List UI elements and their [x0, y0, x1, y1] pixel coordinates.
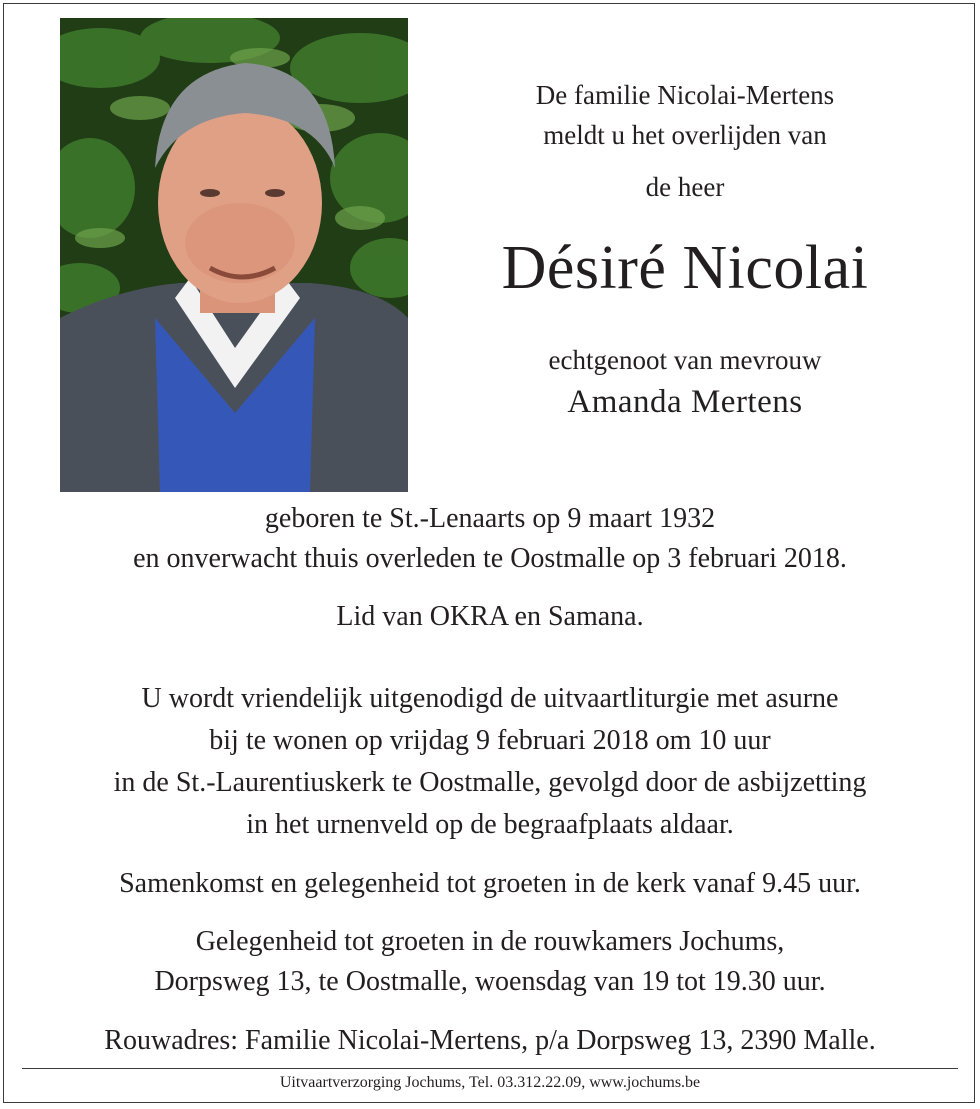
undertaker-footer: Uitvaartverzorging Jochums, Tel. 03.312.22.09, www.jochums.be	[279, 1074, 701, 1091]
spouse-name: Amanda Mertens	[567, 384, 803, 420]
announcement-line: meldt u het overlijden van	[543, 120, 827, 150]
spouse-label: echtgenoot van mevrouw	[548, 345, 822, 375]
deceased-name: Désiré Nicolai	[501, 234, 869, 302]
mourning-address: Rouwadres: Familie Nicolai-Mertens, p/a Dorpsweg 13, 2390 Malle.	[104, 1025, 876, 1056]
family-announcement: De familie Nicolai-Mertens	[535, 80, 835, 110]
death-info: en onverwacht thuis overleden te Oostmalle op 3 februari 2018.	[133, 543, 847, 574]
viewing-info-line: Dorpsweg 13, te Oostmalle, woensdag van 19 tot 19.30 uur.	[154, 966, 826, 997]
portrait-illustration	[60, 18, 408, 492]
portrait-photo	[60, 18, 408, 492]
funeral-invite-line: in het urnenveld op de begraafplaats aldaar.	[246, 809, 734, 840]
viewing-info-line: Gelegenheid tot groeten in de rouwkamers Jochums,	[195, 926, 785, 957]
funeral-invite-line: U wordt vriendelijk uitgenodigd de uitvaartliturgie met asurne	[141, 683, 839, 714]
honorific: de heer	[645, 172, 725, 202]
funeral-invite-line: in de St.-Laurentiuskerk te Oostmalle, gevolgd door de asbijzetting	[113, 767, 867, 798]
footer-divider	[22, 1068, 958, 1069]
funeral-invite-line: bij te wonen op vrijdag 9 februari 2018 om 10 uur	[209, 725, 771, 756]
membership-info: Lid van OKRA en Samana.	[336, 601, 644, 632]
birth-info: geboren te St.-Lenaarts op 9 maart 1932	[264, 503, 716, 534]
gathering-info: Samenkomst en gelegenheid tot groeten in de kerk vanaf 9.45 uur.	[119, 868, 861, 899]
